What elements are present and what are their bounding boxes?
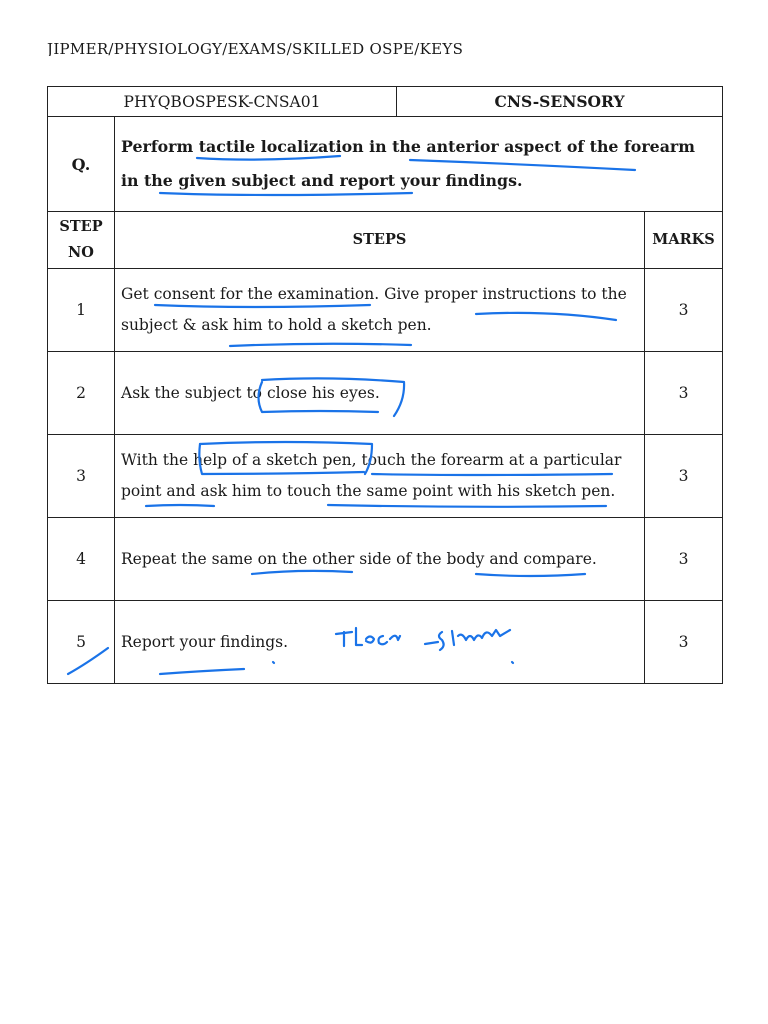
table-row (48, 352, 723, 435)
marks-header: MARKS (645, 212, 723, 269)
step-marks: 3 (645, 435, 723, 518)
step-marks: 3 (645, 352, 723, 435)
question-text: Perform tactile localization in the anterior aspect of the forearm in the given subject and report your findings. (115, 117, 723, 212)
question-row (48, 117, 723, 212)
step-number: 1 (48, 269, 115, 352)
step-text: Report your findings. (115, 601, 645, 684)
table-row (48, 518, 723, 601)
step-marks: 3 (645, 518, 723, 601)
step-text: Get consent for the examination. Give proper instructions to the subject & ask him to hold a sketch pen. (115, 269, 645, 352)
step-marks: 3 (645, 269, 723, 352)
step-text: With the help of a sketch pen, touch the forearm at a particular point and ask him to touch the same point with his sketch pen. (115, 435, 645, 518)
steps-header: STEPS (115, 212, 645, 269)
step-number: 2 (48, 352, 115, 435)
station-topic: CNS-SENSORY (397, 87, 723, 117)
step-number: 3 (48, 435, 115, 518)
table-row (48, 435, 723, 518)
document-header (47, 36, 727, 56)
station-code: PHYQBOSPESK-CNSA01 (48, 87, 397, 117)
code-row (48, 87, 723, 117)
document-header-text: JIPMER/PHYSIOLOGY/EXAMS/SKILLED OSPE/KEYS (47, 40, 464, 56)
step-number: 5 (48, 601, 115, 684)
step-marks: 3 (645, 601, 723, 684)
step-number: 4 (48, 518, 115, 601)
table-row (48, 269, 723, 352)
step-no-header-line2: NO (68, 244, 94, 261)
step-no-header (48, 212, 115, 269)
step-text: Repeat the same on the other side of the body and compare. (115, 518, 645, 601)
step-no-header-line1: STEP (59, 218, 103, 235)
column-header-row (48, 212, 723, 269)
question-label: Q. (48, 117, 115, 212)
table-row (48, 601, 723, 684)
ospe-table (47, 86, 723, 684)
step-text: Ask the subject to close his eyes. (115, 352, 645, 435)
